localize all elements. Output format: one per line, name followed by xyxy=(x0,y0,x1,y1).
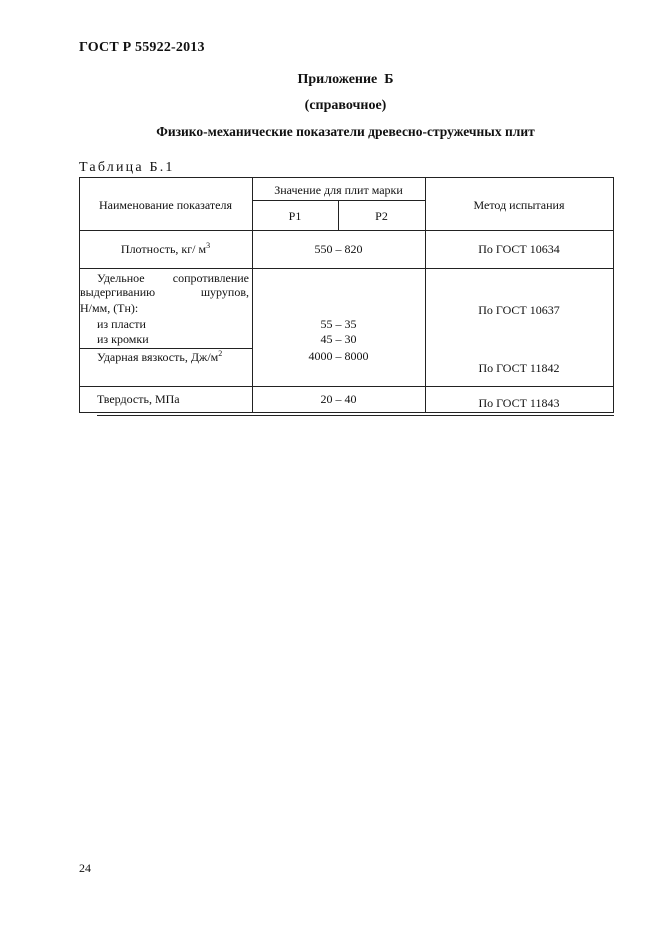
page-number: 24 xyxy=(79,861,91,875)
density-method: По ГОСТ 10634 xyxy=(478,242,560,256)
row-divider xyxy=(79,268,614,269)
screw-label-line1: Удельное сопротивление xyxy=(97,271,249,285)
impact-value: 4000 – 8000 xyxy=(308,349,369,363)
density-value: 550 – 820 xyxy=(314,242,363,256)
impact-method: По ГОСТ 11842 xyxy=(478,361,560,375)
screw-label-line3: Н/мм, (Тн): xyxy=(80,301,139,315)
appendix-title: Приложение Б xyxy=(297,72,394,87)
header-p2: Р2 xyxy=(375,209,388,223)
header-p1: Р1 xyxy=(288,209,302,223)
table-border-top xyxy=(79,177,614,178)
hardness-value: 20 – 40 xyxy=(320,392,357,406)
impact-label: Ударная вязкость, $Дж/м^2$ xyxy=(97,349,223,364)
table-caption: Таблица Б.1 xyxy=(79,160,175,175)
hardness-method: По ГОСТ 11843 xyxy=(478,396,560,410)
screw-label-line2: выдергиванию шурупов, xyxy=(80,285,249,299)
screw-sub-value-edge: 45 – 30 xyxy=(320,332,357,346)
appendix-heading: Физико-механические показатели древесно-стружечных плит xyxy=(156,124,535,139)
header-method: Метод испытания xyxy=(473,198,565,212)
row-divider xyxy=(79,386,614,387)
table-border-bottom xyxy=(79,412,614,413)
table-border-right xyxy=(613,177,614,412)
column-divider xyxy=(425,177,426,412)
header-name: Наименование показателя xyxy=(99,198,232,212)
density-label: Плотность, кг/ $м^3$ xyxy=(120,241,211,256)
hardness-label: Твердость, МПа xyxy=(97,392,180,406)
screw-sub-label-edge: из кромки xyxy=(97,332,149,346)
table-underline xyxy=(97,415,614,416)
header-value-group: Значение для плит марки xyxy=(274,183,403,197)
appendix-subtitle: (справочное) xyxy=(304,98,387,113)
screw-sub-label-face: из пласти xyxy=(97,317,146,331)
row-divider xyxy=(79,348,252,349)
screw-sub-value-face: 55 – 35 xyxy=(320,317,357,331)
screw-method: По ГОСТ 10637 xyxy=(478,303,560,317)
document-code: ГОСТ Р 55922-2013 xyxy=(79,40,205,55)
header-bottom xyxy=(79,230,614,231)
